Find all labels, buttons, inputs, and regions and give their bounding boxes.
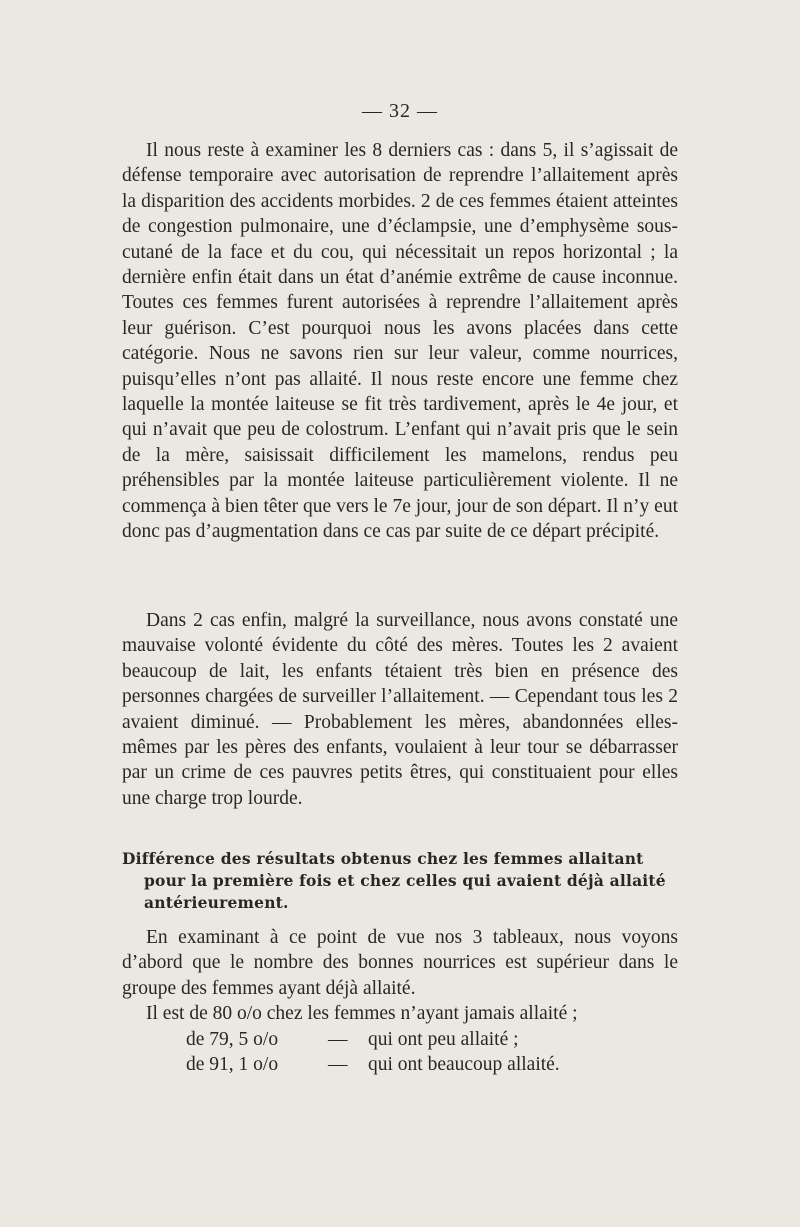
body-text-top (122, 138, 678, 545)
paragraph: Il est de 80 o/o chez les femmes n’ayant jamais allaité ; (146, 1003, 578, 1025)
paragraph: En examinant à ce point de vue nos 3 tableaux, nous voyons d’abord que le nombre des bonnes nourrices est supérieur dans le groupe des femmes ayant déjà allaité. (122, 927, 678, 999)
section-heading-text: Différence des résultats obtenus chez les femmes allaitant pour la première fois et chez celles qui avaient déjà allaité antérieurement. (122, 849, 666, 912)
paragraph: Il nous reste à examiner les 8 derniers cas : dans 5, il s’agissait de défense temporaire avec autorisation de reprendre l’allaitement après la disparition des accidents morbides. 2 de ces femmes étaient atteintes de congestion pulmonaire, une d’éclampsie, une d’emphysème sous-cutané de la face et du cou, qui nécessitait un repos horizontal ; la dernière enfin était dans un état d’anémie extrême de cause inconnue. Toutes ces femmes furent autorisées à reprendre l’allaitement après leur guérison. C’est pourquoi nous les avons placées dans cette catégorie. Nous ne savons rien sur leur valeur, comme nourrices, puisqu’elles n’ont pas allaité. Il nous reste encore une femme chez laquelle la montée laiteuse se fit très tardivement, après le 4e jour, et qui n’avait que peu de colostrum. L’enfant qui n’avait pris que le sein de la mère, saisissait difficilement les mamelons, rendus peu préhensibles par la montée laiteuse particulièrement violente. Il ne commença à bien têter que vers le 7e jour, jour de son départ. Il n’y eut donc pas d’augmentation dans ce cas par suite de ce départ précipité. (122, 140, 678, 543)
rate-value: de 79, 5 o/o (186, 1028, 279, 1050)
rate-dash: — (328, 1054, 348, 1076)
rate-value: de 91, 1 o/o (186, 1054, 279, 1076)
section-heading (122, 848, 678, 914)
body-text-bottom (122, 925, 678, 1077)
rate-row (122, 1052, 678, 1077)
rate-label: qui ont peu allaité ; (368, 1028, 519, 1050)
rate-row (122, 1027, 678, 1052)
rate-dash: — (328, 1028, 348, 1050)
body-text-middle (122, 608, 678, 811)
paragraph: Dans 2 cas enfin, malgré la surveillance, nous avons constaté une mauvaise volonté évidente du côté des mères. Toutes les 2 avaient beaucoup de lait, les enfants tétaient très bien en présence des personnes chargées de surveiller l’allaitement. — Cependant tous les 2 avaient diminué. — Probablement les mères, abandonnées elles-mêmes par les pères des enfants, voulaient à leur tour se débarrasser par un crime de ces pauvres petits êtres, qui constituaient pour elles une charge trop lourde. (122, 610, 678, 809)
rate-label: qui ont beaucoup allaité. (368, 1054, 560, 1076)
page-number: — 32 — (362, 100, 438, 122)
